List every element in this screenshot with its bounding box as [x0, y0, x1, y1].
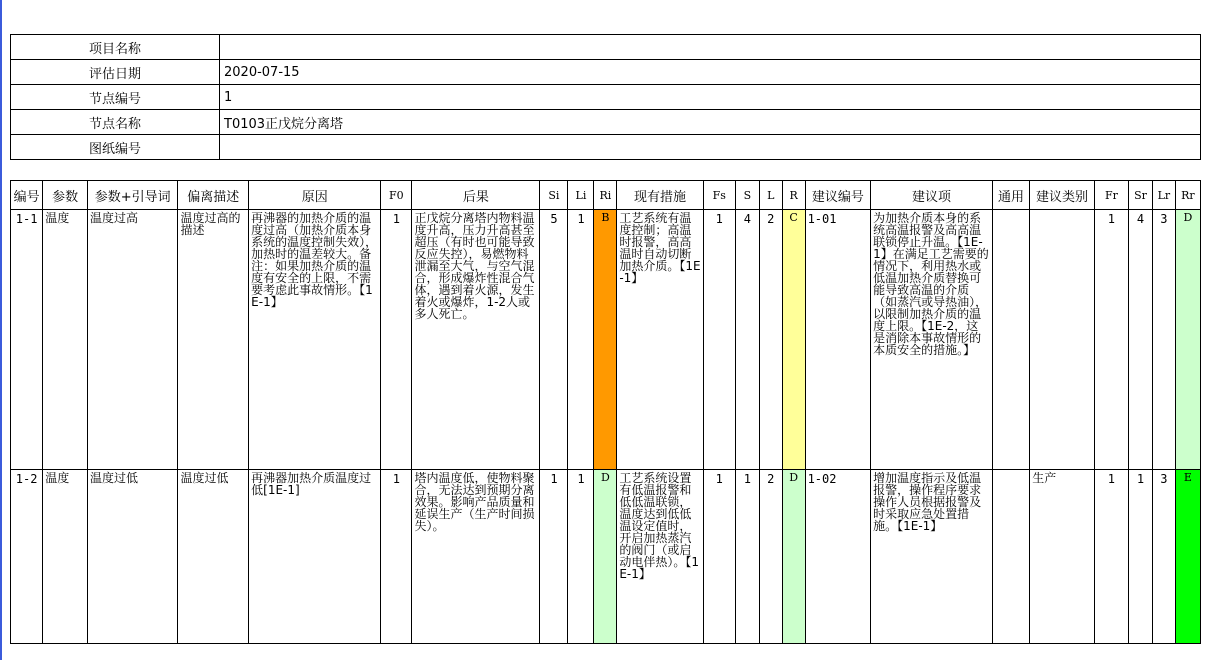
cell-lr[interactable]: 3 — [1152, 210, 1175, 470]
table-row[interactable] — [11, 210, 1201, 470]
col-header-fs: Fs — [703, 181, 735, 210]
cell-consequence[interactable]: 塔内温度低，使物料聚合，无法达到预期分离效果。影响产品质量和延误生产（生产时间损失）。 — [412, 470, 540, 644]
cell-fs[interactable]: 1 — [703, 470, 735, 644]
cell-s[interactable]: 4 — [735, 210, 759, 470]
cell-param[interactable]: 温度 — [43, 470, 88, 644]
cell-ri-risk-badge[interactable]: D — [594, 470, 617, 644]
cell-f0[interactable]: 1 — [381, 470, 412, 644]
cell-r-risk-badge[interactable]: D — [782, 470, 805, 644]
cell-consequence[interactable]: 正戊烷分离塔内物料温度升高，压力升高甚至超压（有时也可能导致反应失控），易燃物料泄漏至大气，与空气混合，形成爆炸性混合气体，遇到着火源，发生着火或爆炸，1-2人或多人死亡。 — [412, 210, 540, 470]
info-row-eval-date — [11, 60, 1201, 85]
col-header-id: 编号 — [11, 181, 43, 210]
cell-l[interactable]: 2 — [759, 210, 782, 470]
col-header-r: R — [782, 181, 805, 210]
cell-s[interactable]: 1 — [735, 470, 759, 644]
cell-guideword[interactable]: 温度过高 — [87, 210, 177, 470]
col-header-fr: Fr — [1094, 181, 1128, 210]
col-header-consequence: 后果 — [412, 181, 540, 210]
node-info-table — [10, 34, 1201, 160]
col-header-f0: F0 — [381, 181, 412, 210]
cell-general[interactable] — [992, 470, 1029, 644]
drawing-id-value[interactable] — [220, 135, 1201, 160]
node-name-value[interactable]: T0103正戊烷分离塔 — [220, 110, 1201, 135]
col-header-sr: Sr — [1129, 181, 1153, 210]
window-left-edge — [0, 0, 2, 660]
col-header-cause: 原因 — [249, 181, 381, 210]
table-row[interactable] — [11, 470, 1201, 644]
cell-rec-id[interactable]: 1-02 — [805, 470, 871, 644]
cell-cause[interactable]: 再沸器的加热介质的温度过高（加热介质本身系统的温度控制失效），加热时的温差较大。备注：如果加热介质的温度有安全的上限，不需要考虑此事故情形。【1E-1】 — [249, 210, 381, 470]
cell-ri-risk-badge[interactable]: B — [594, 210, 617, 470]
info-row-drawing-id — [11, 135, 1201, 160]
cell-rec-type[interactable] — [1030, 210, 1094, 470]
cell-id[interactable]: 1-2 — [11, 470, 43, 644]
col-header-param: 参数 — [43, 181, 88, 210]
col-header-si: Si — [540, 181, 568, 210]
cell-rr-risk-badge[interactable]: E — [1175, 470, 1200, 644]
col-header-general: 通用 — [992, 181, 1029, 210]
cell-fr[interactable]: 1 — [1094, 470, 1128, 644]
cell-f0[interactable]: 1 — [381, 210, 412, 470]
info-row-node-id — [11, 85, 1201, 110]
cell-lr[interactable]: 3 — [1152, 470, 1175, 644]
col-header-guideword: 参数+引导词 — [87, 181, 177, 210]
col-header-ri: Ri — [594, 181, 617, 210]
cell-rec[interactable]: 增加温度指示及低温报警，操作程序要求操作人员根据报警及时采取应急处置措施。【1E-1】 — [871, 470, 993, 644]
eval-date-label: 评估日期 — [11, 60, 220, 85]
hazop-worksheet-table — [10, 180, 1201, 644]
cell-guideword[interactable]: 温度过低 — [87, 470, 177, 644]
cell-l[interactable]: 2 — [759, 470, 782, 644]
cell-deviation[interactable]: 温度过高的描述 — [178, 210, 249, 470]
cell-cause[interactable]: 再沸器加热介质温度过低[1E-1] — [249, 470, 381, 644]
col-header-rr: Rr — [1175, 181, 1200, 210]
info-row-project-name — [11, 35, 1201, 60]
info-row-node-name — [11, 110, 1201, 135]
cell-si[interactable]: 5 — [540, 210, 568, 470]
eval-date-value[interactable]: 2020-07-15 — [220, 60, 1201, 85]
cell-rec-type[interactable]: 生产 — [1030, 470, 1094, 644]
table-header-row — [11, 181, 1201, 210]
col-header-deviation: 偏离描述 — [178, 181, 249, 210]
node-id-label: 节点编号 — [11, 85, 220, 110]
col-header-rec-id: 建议编号 — [805, 181, 871, 210]
col-header-lr: Lr — [1152, 181, 1175, 210]
col-header-rec: 建议项 — [871, 181, 993, 210]
cell-li[interactable]: 1 — [568, 210, 594, 470]
col-header-measures: 现有措施 — [617, 181, 703, 210]
project-name-label: 项目名称 — [11, 35, 220, 60]
cell-sr[interactable]: 1 — [1129, 470, 1153, 644]
cell-param[interactable]: 温度 — [43, 210, 88, 470]
cell-rec[interactable]: 为加热介质本身的系统高温报警及高高温联锁停止升温。【1E-1】在满足工艺需要的情况下，利用热水或低温加热介质替换可能导致高温的介质（如蒸汽或导热油），以限制加热介质的温度上限。【1E-2，这是消除本事故情形的本质安全的措施。】 — [871, 210, 993, 470]
col-header-l: L — [759, 181, 782, 210]
cell-deviation[interactable]: 温度过低 — [178, 470, 249, 644]
node-name-label: 节点名称 — [11, 110, 220, 135]
drawing-id-label: 图纸编号 — [11, 135, 220, 160]
cell-measures[interactable]: 工艺系统有温度控制；高温时报警，高高温时自动切断加热介质。【1E-1】 — [617, 210, 703, 470]
col-header-li: Li — [568, 181, 594, 210]
cell-fs[interactable]: 1 — [703, 210, 735, 470]
cell-fr[interactable]: 1 — [1094, 210, 1128, 470]
node-id-value[interactable]: 1 — [220, 85, 1201, 110]
cell-rec-id[interactable]: 1-01 — [805, 210, 871, 470]
col-header-rec-type: 建议类别 — [1030, 181, 1094, 210]
cell-measures[interactable]: 工艺系统设置有低温报警和低低温联锁，温度达到低低温设定值时，开启加热蒸汽的阀门（或启动电伴热）。【1E-1】 — [617, 470, 703, 644]
cell-sr[interactable]: 4 — [1129, 210, 1153, 470]
cell-si[interactable]: 1 — [540, 470, 568, 644]
cell-r-risk-badge[interactable]: C — [782, 210, 805, 470]
cell-rr-risk-badge[interactable]: D — [1175, 210, 1200, 470]
project-name-value[interactable] — [220, 35, 1201, 60]
cell-li[interactable]: 1 — [568, 470, 594, 644]
cell-id[interactable]: 1-1 — [11, 210, 43, 470]
cell-general[interactable] — [992, 210, 1029, 470]
col-header-s: S — [735, 181, 759, 210]
